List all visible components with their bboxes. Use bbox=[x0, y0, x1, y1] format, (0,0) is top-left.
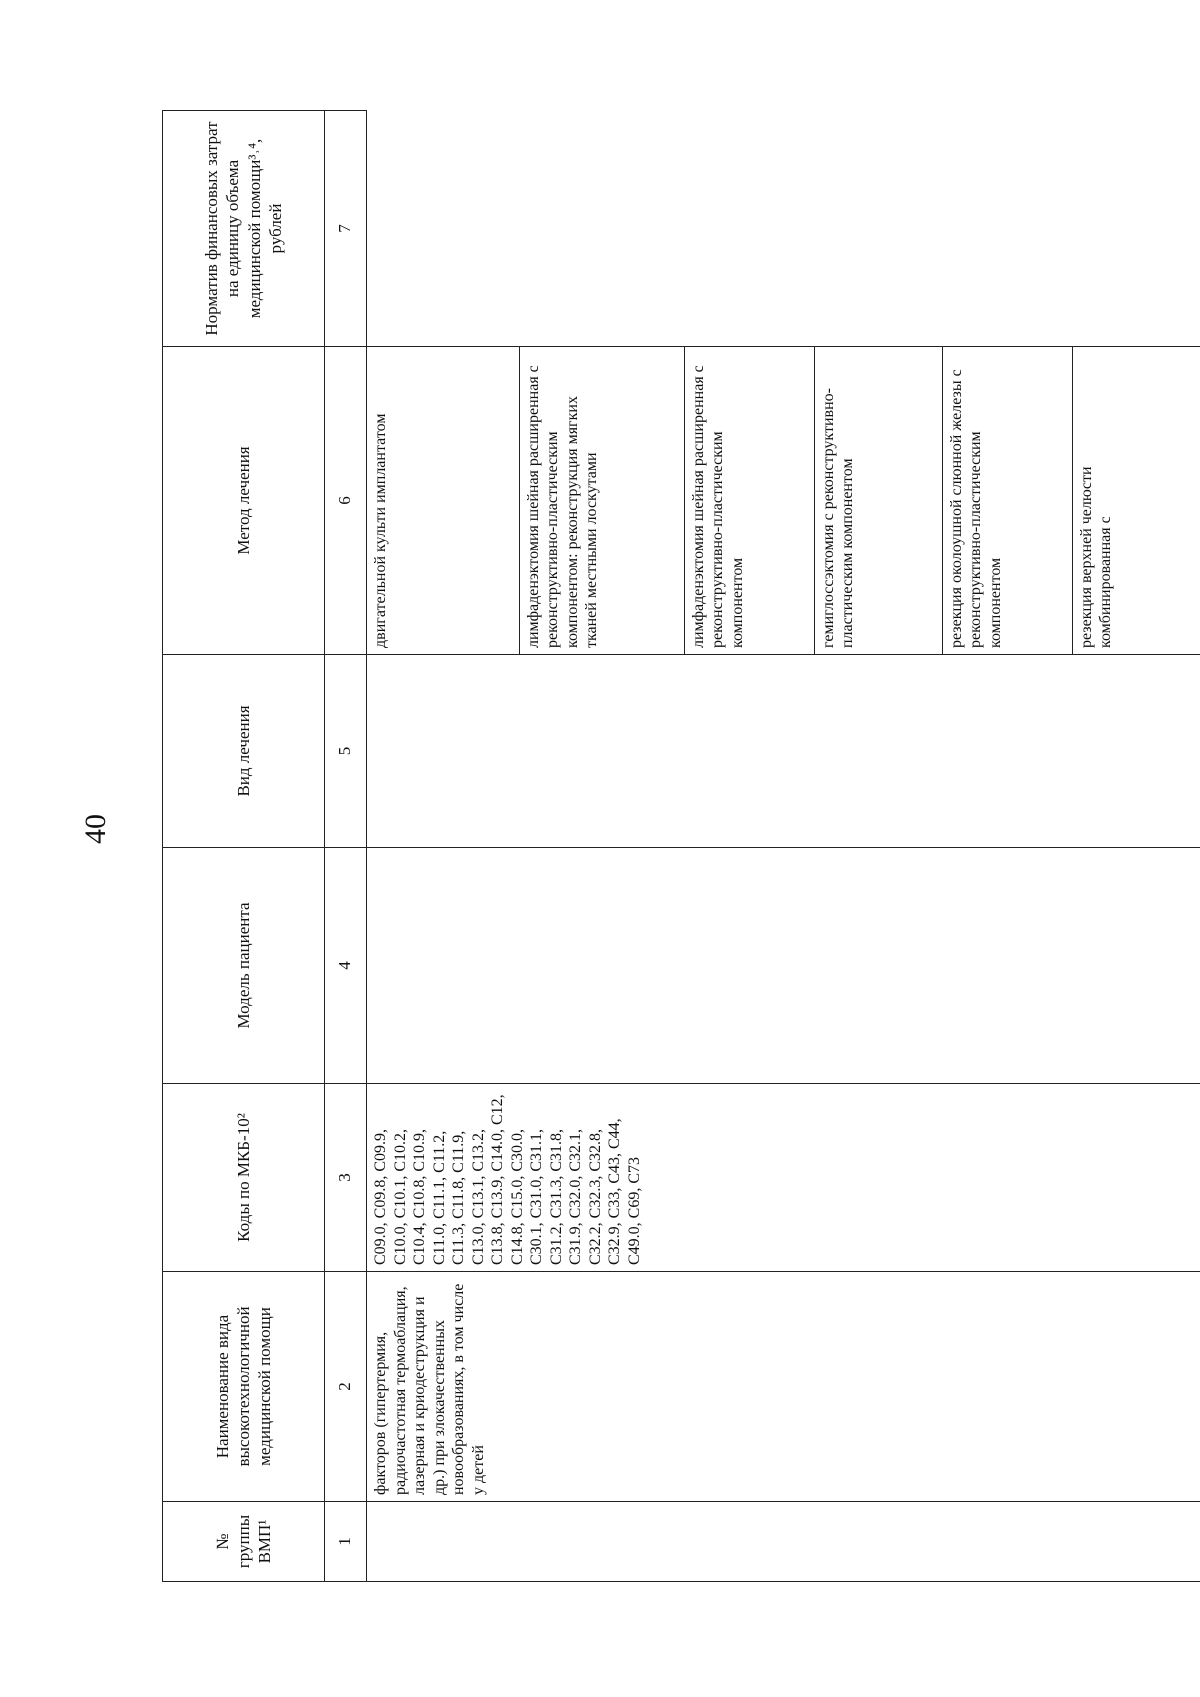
cell-codes: C09.0, C09.8, C09.9, C10.0, C10.1, C10.2, C10.4, C10.8, C10.9, C11.0, C11.1, C11.2, C11.3, C11.8, C11.9, C13.0, C13.1, C13.2, C13.8, C13.9, C14.0, C12, C14.8, C15.0, C30.0, C30.1, C31.0, C31.1, C31.2, C31.3, C31.8, C31.9, C32.0, C32.1, C32.2, C32.3, C32.8, C32.9, C33, C43, C44, C49.0, C69, C73 bbox=[367, 1084, 1200, 1272]
col-number-1: 1 bbox=[325, 1502, 367, 1582]
cell-treatment-type bbox=[367, 655, 1200, 848]
col-header-name: Наименование вида высокотехнологичной медицинской помощи bbox=[163, 1272, 325, 1502]
method-item: резекция околоушной слюнной железы с реконструктивно-пластическим компонентом bbox=[942, 347, 1072, 654]
page-number: 40 bbox=[79, 814, 112, 844]
vmp-table bbox=[162, 110, 1200, 1582]
method-item: лимфаденэктомия шейная расширенная с реконструктивно-пластическим компонентом: реконструкция мягких тканей местными лоскутами bbox=[519, 347, 684, 654]
method-item: гемиглоссэктомия с реконструктивно-пластическим компонентом bbox=[814, 347, 942, 654]
methods-list bbox=[367, 347, 1200, 654]
header-row bbox=[163, 111, 325, 1582]
col-header-norm: Норматив финансовых затрат на единицу объема медицинской помощи³˒⁴, рублей bbox=[163, 111, 325, 347]
col-number-2: 2 bbox=[325, 1272, 367, 1502]
cell-patient-model bbox=[367, 848, 1200, 1084]
cell-name: факторов (гипертермия, радиочастотная термоаблация, лазерная и криодеструкция и др.) при злокачественных новообразованиях, в том числе у детей bbox=[367, 1272, 1200, 1502]
method-item: двигательной культи имплантатом bbox=[372, 413, 389, 648]
rotated-table-wrapper bbox=[162, 111, 1200, 1582]
cell-norm bbox=[367, 111, 1200, 347]
col-header-patient-model: Модель пациента bbox=[163, 848, 325, 1084]
col-header-codes: Коды по МКБ-10² bbox=[163, 1084, 325, 1272]
col-header-group-no: № группы ВМП¹ bbox=[163, 1502, 325, 1582]
table-row bbox=[367, 111, 1200, 1582]
col-header-method: Метод лечения bbox=[163, 347, 325, 655]
col-header-treatment-type: Вид лечения bbox=[163, 655, 325, 848]
cell-methods bbox=[367, 347, 1200, 655]
method-item: лимфаденэктомия шейная расширенная с реконструктивно-пластическим компонентом bbox=[684, 347, 814, 654]
method-item: резекция верхней челюсти комбинированная с bbox=[1072, 347, 1200, 654]
col-number-4: 4 bbox=[325, 848, 367, 1084]
col-number-7: 7 bbox=[325, 111, 367, 347]
column-number-row bbox=[325, 111, 367, 1582]
col-number-5: 5 bbox=[325, 655, 367, 848]
cell-group-no bbox=[367, 1502, 1200, 1582]
col-number-3: 3 bbox=[325, 1084, 367, 1272]
col-number-6: 6 bbox=[325, 347, 367, 655]
